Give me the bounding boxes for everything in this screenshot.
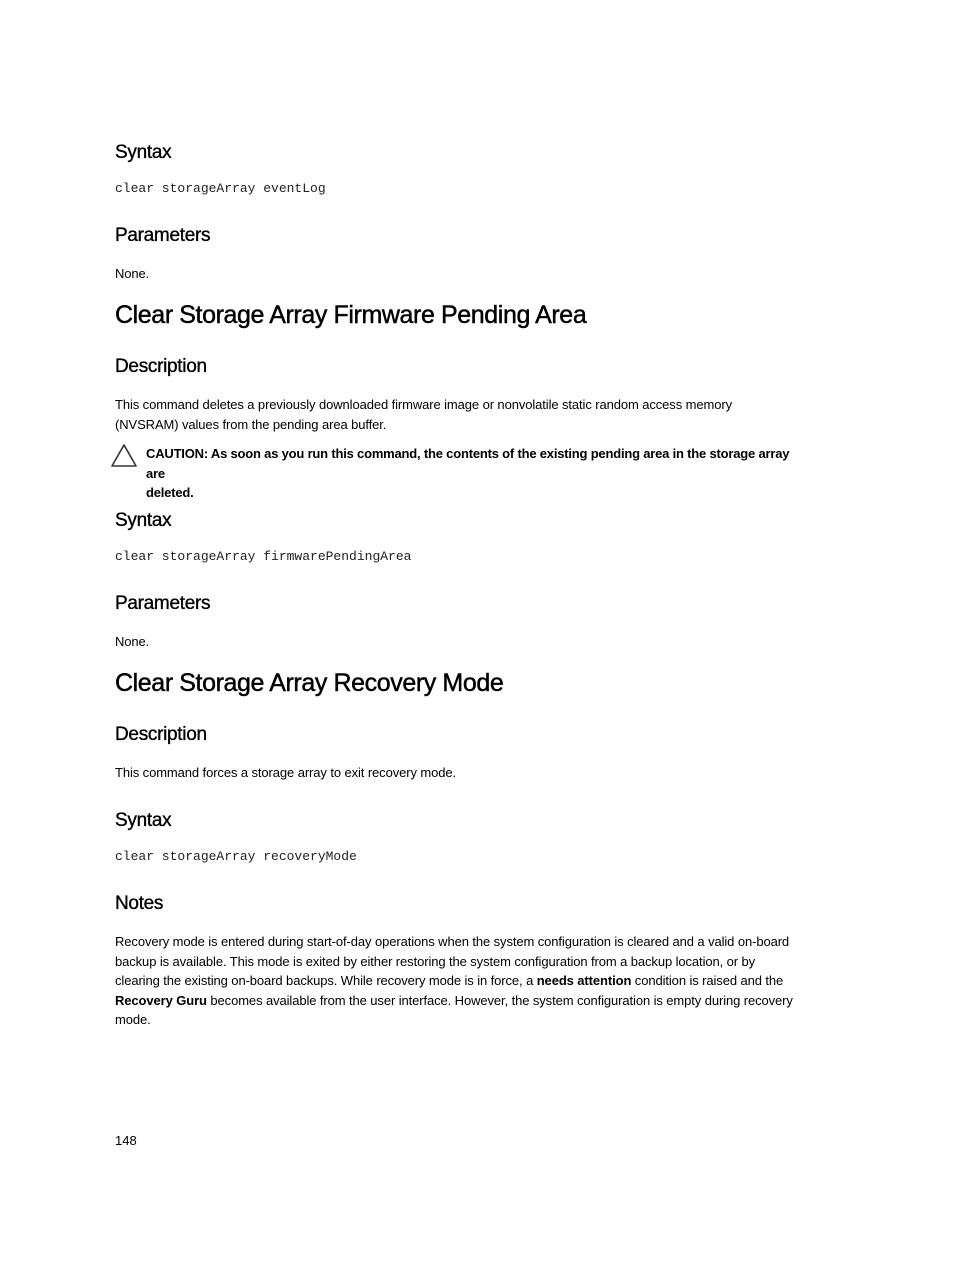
parameters-heading: Parameters xyxy=(115,593,211,614)
notes-line: Recovery mode is entered during start-of-day operations when the system configuration is cleared and a valid on-board xyxy=(115,934,790,949)
syntax-heading: Syntax xyxy=(115,510,172,531)
warning-triangle-icon xyxy=(110,443,138,469)
parameters-text: None. xyxy=(115,634,150,649)
notes-line: backup is available. This mode is exited by either restoring the system configuration from a backup location, or by xyxy=(115,953,756,969)
notes-text xyxy=(115,932,793,1030)
page-number: 148 xyxy=(115,1133,137,1148)
section-title: Clear Storage Array Recovery Mode xyxy=(115,669,504,697)
notes-text-run: clearing the existing on-board backups. While recovery mode is in force, a xyxy=(115,973,537,988)
description-line: This command deletes a previously downloaded firmware image or nonvolatile static random access memory xyxy=(115,397,732,412)
description-heading: Description xyxy=(115,356,207,377)
syntax-code: clear storageArray recoveryMode xyxy=(115,849,357,864)
syntax-code: clear storageArray eventLog xyxy=(115,181,326,196)
description-text: This command forces a storage array to exit recovery mode. xyxy=(115,765,457,780)
recovery-guru-term: Recovery Guru xyxy=(115,992,207,1008)
notes-text-run: condition is raised and the xyxy=(631,973,784,988)
syntax-code: clear storageArray firmwarePendingArea xyxy=(115,549,412,564)
caution-line: CAUTION: As soon as you run this command, the contents of the existing pending area in the storage array are xyxy=(146,446,790,481)
caution-line: deleted. xyxy=(146,485,194,500)
needs-attention-term: needs attention xyxy=(536,973,632,988)
notes-line xyxy=(115,971,793,991)
notes-line: mode. xyxy=(115,1012,151,1027)
notes-text-run: becomes available from the user interface. However, the system configuration is empty during recovery xyxy=(206,992,793,1008)
notes-heading: Notes xyxy=(115,893,164,914)
description-text xyxy=(115,395,732,434)
description-heading: Description xyxy=(115,724,207,745)
description-line: (NVSRAM) values from the pending area buffer. xyxy=(115,416,387,432)
notes-line xyxy=(115,991,793,1011)
parameters-heading: Parameters xyxy=(115,225,211,246)
syntax-heading: Syntax xyxy=(115,810,172,831)
parameters-text: None. xyxy=(115,266,150,281)
section-title: Clear Storage Array Firmware Pending Area xyxy=(115,301,587,329)
syntax-heading: Syntax xyxy=(115,142,172,163)
caution-note xyxy=(146,444,806,503)
